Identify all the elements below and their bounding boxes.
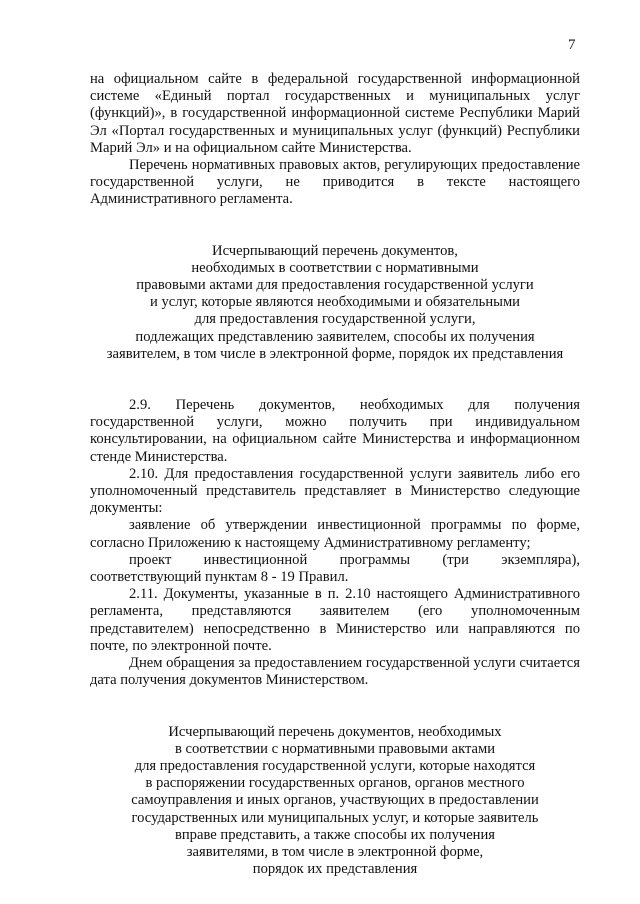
document-body bbox=[90, 71, 580, 878]
heading-line: необходимых в соответствии с нормативными bbox=[191, 259, 479, 276]
document-item-application: заявление об утверждении инвестиционной программы по форме, согласно Приложению к настоящему Административному регламенту; bbox=[90, 517, 580, 551]
legal-acts-paragraph: Перечень нормативных правовых актов, регулирующих предоставление государственной услуги, не приводится в тексте настоящего Административного регламента. bbox=[90, 157, 580, 208]
section-heading-interagency-documents bbox=[90, 724, 580, 879]
heading-line: подлежащих представлению заявителем, способы их получения bbox=[135, 328, 535, 345]
heading-line: вправе представить, а также способы их получения bbox=[174, 826, 496, 843]
heading-line: порядок их представления bbox=[252, 861, 418, 878]
heading-line: заявителями, в том числе в электронной форме, bbox=[186, 843, 484, 860]
heading-line: в соответствии с нормативными правовыми актами bbox=[174, 740, 496, 757]
heading-line: Исчерпывающий перечень документов, bbox=[212, 242, 458, 259]
heading-line: Исчерпывающий перечень документов, необходимых bbox=[168, 723, 502, 740]
heading-line: и услуг, которые являются необходимыми и обязательными bbox=[149, 294, 520, 311]
document-item-draft-program: проект инвестиционной программы (три экземпляра), соответствующий пунктам 8 - 19 Правил. bbox=[90, 551, 580, 586]
section-heading-documents bbox=[90, 243, 580, 363]
heading-line: правовыми актами для предоставления государственной услуги bbox=[136, 277, 534, 294]
intro-paragraph: на официальном сайте в федеральной государственной информационной системе «Единый портал государственных и муниципальных услуг (функций)», в государственной информационной системе Республики Марий Эл «Портал государственных и муниципальных услуг (функций) Республики Марий Эл» и на официальном сайте Министерства. bbox=[90, 71, 580, 156]
heading-line: государственных или муниципальных услуг, и которые заявитель bbox=[131, 809, 539, 826]
paragraph-2-10: 2.10. Для предоставления государственной услуги заявитель либо его уполномоченный представитель представляет в Министерство следующие документы: bbox=[90, 465, 580, 517]
heading-line: для предоставления государственной услуги, bbox=[194, 311, 476, 328]
page-number: 7 bbox=[568, 37, 576, 53]
heading-line: самоуправления и иных органов, участвующих в предоставлении bbox=[131, 792, 539, 809]
paragraph-application-day: Днем обращения за предоставлением государственной услуги считается дата получения документов Министерством. bbox=[90, 655, 580, 689]
heading-line: для предоставления государственной услуги, которые находятся bbox=[134, 757, 536, 774]
heading-line: в распоряжении государственных органов, органов местного bbox=[145, 775, 525, 792]
paragraph-2-11: 2.11. Документы, указанные в п. 2.10 настоящего Административного регламента, представляются заявителем (его уполномоченным представителем) непосредственно в Министерство или направляются по почте, по электронной почте. bbox=[90, 586, 580, 654]
paragraph-2-9: 2.9. Перечень документов, необходимых для получения государственной услуги, можно получить при индивидуальном консультировании, на официальном сайте Министерства и информационном стенде Министерства. bbox=[90, 397, 580, 465]
heading-line: заявителем, в том числе в электронной форме, порядок их представления bbox=[106, 345, 564, 362]
